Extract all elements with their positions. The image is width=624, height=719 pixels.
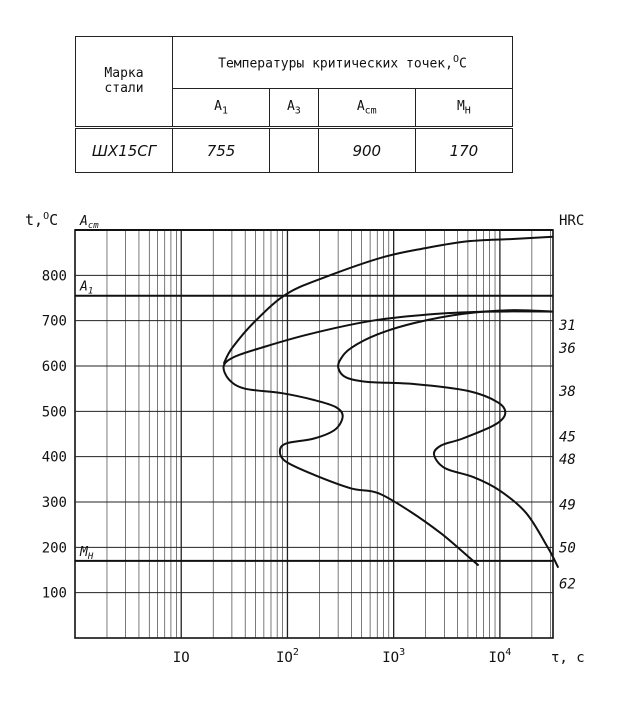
cell-a1: 755 bbox=[173, 128, 270, 173]
cell-acm: 900 bbox=[318, 128, 415, 173]
chart-grid bbox=[75, 230, 553, 638]
chart-labels bbox=[25, 211, 585, 665]
y-tick-label: 700 bbox=[41, 313, 67, 330]
hrc-axis-label: HRC bbox=[559, 213, 585, 229]
hrc-value-label: 45 bbox=[559, 429, 576, 446]
col-a3-base: A bbox=[286, 98, 295, 114]
col-a1-sub: 1 bbox=[221, 105, 228, 117]
critical-points-table bbox=[75, 36, 513, 173]
steel-grade-header-line2: стали bbox=[104, 80, 144, 96]
x-tick-label: $IO^3$ bbox=[382, 647, 406, 665]
degree-sign: O bbox=[452, 53, 459, 65]
reference-label-acm: $A_{cm}$ bbox=[80, 214, 99, 231]
y-tick-label: 600 bbox=[41, 359, 67, 375]
transformation-curves bbox=[224, 237, 559, 568]
steel-grade-header-line1: Марка bbox=[104, 65, 144, 81]
y-tick-label: 500 bbox=[41, 404, 67, 421]
y-tick-label: 200 bbox=[41, 540, 67, 557]
curve-pearlite-end bbox=[338, 310, 558, 568]
hrc-value-label: 31 bbox=[559, 318, 576, 335]
y-tick-label: 400 bbox=[41, 449, 67, 466]
hrc-value-label: 48 bbox=[559, 451, 576, 468]
x-axis-label: τ, c bbox=[551, 650, 585, 665]
curve-pearlite-start bbox=[224, 311, 553, 565]
y-axis-label: t,$^O$C bbox=[25, 211, 59, 229]
critical-temps-header bbox=[173, 37, 513, 89]
col-header-a1 bbox=[173, 88, 270, 128]
y-tick-label: 800 bbox=[41, 268, 67, 285]
hrc-value-label: 50 bbox=[559, 540, 576, 557]
col-header-mn bbox=[415, 88, 512, 128]
plot-frame bbox=[75, 230, 553, 638]
col-acm-base: A bbox=[356, 98, 365, 114]
col-header-a3 bbox=[270, 88, 319, 128]
y-tick-label: 300 bbox=[41, 495, 67, 511]
critical-temps-header-text: Температуры критических точек, bbox=[218, 56, 453, 72]
cell-mn: 170 bbox=[415, 128, 512, 173]
temps-unit: C bbox=[459, 56, 467, 72]
col-mn-base: M bbox=[456, 98, 465, 114]
col-mn-sub: Н bbox=[464, 105, 471, 117]
hrc-value-label: 36 bbox=[559, 340, 576, 357]
hrc-value-label: 49 bbox=[559, 497, 576, 514]
x-tick-label: IO bbox=[172, 650, 190, 665]
reference-label-mн: $M_H$ bbox=[80, 544, 94, 562]
col-acm-sub: cm bbox=[364, 105, 377, 117]
steel-grade-header bbox=[76, 37, 173, 128]
hrc-value-label: 62 bbox=[559, 576, 576, 593]
col-a1-base: A bbox=[214, 98, 222, 114]
cell-steel-grade: ШХ15СГ bbox=[76, 128, 173, 173]
col-header-acm bbox=[318, 88, 415, 128]
hrc-value-label: 38 bbox=[559, 383, 576, 400]
y-tick-label: 100 bbox=[41, 585, 67, 602]
reference-label-a1: $A_1$ bbox=[80, 279, 94, 297]
x-tick-label: $IO^2$ bbox=[275, 647, 299, 665]
x-tick-label: $IO^4$ bbox=[488, 647, 512, 665]
ttt-diagram bbox=[0, 195, 624, 665]
col-a3-sub: 3 bbox=[294, 105, 301, 117]
cell-a3 bbox=[270, 128, 319, 173]
